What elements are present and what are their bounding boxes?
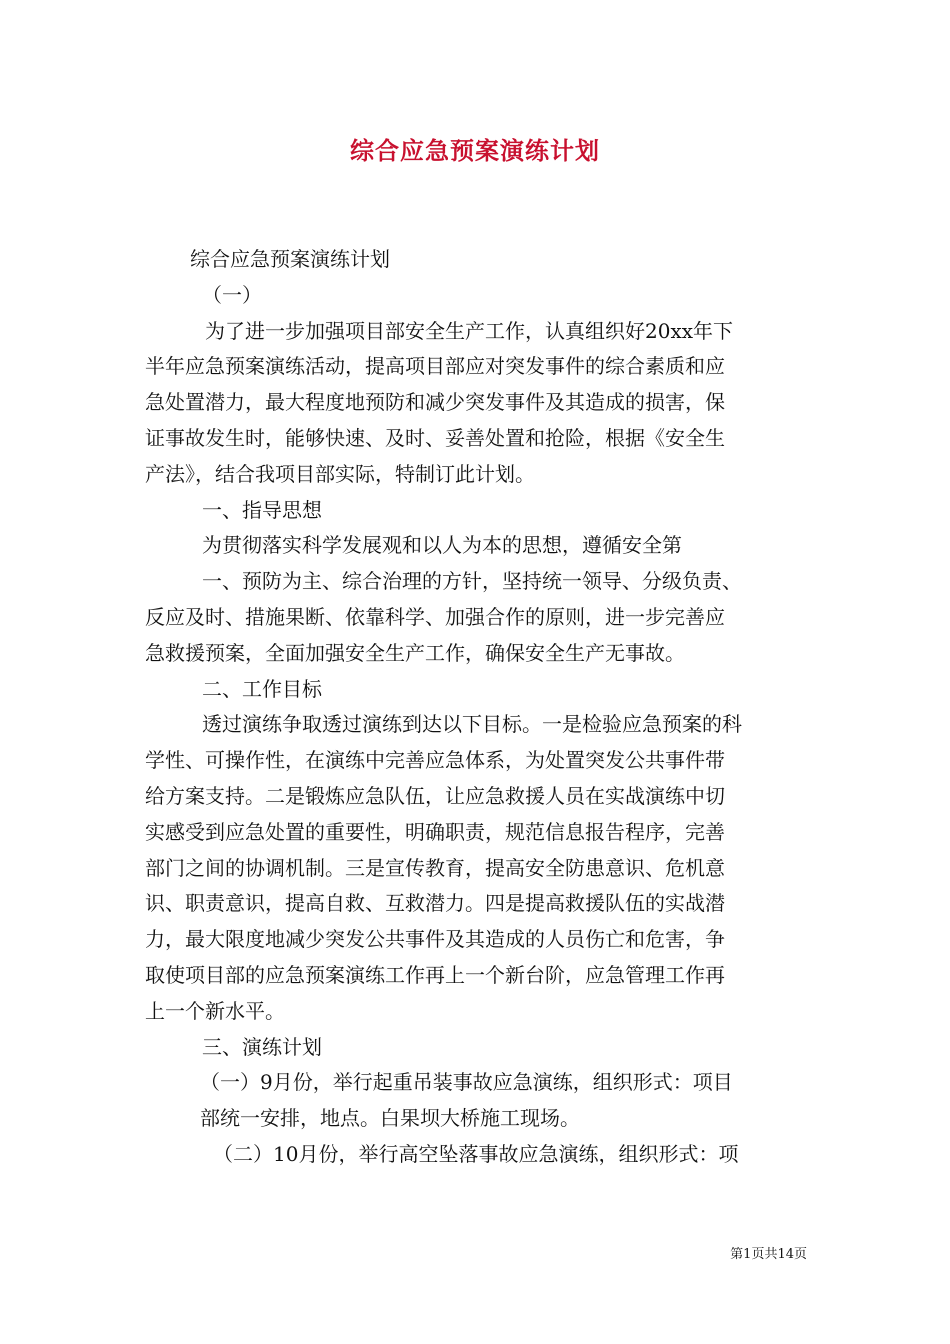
- section-heading-guiding-ideology: 一、指导思想: [202, 497, 322, 522]
- body-line: 产法》，结合我项目部实际，特制订此计划。: [145, 461, 535, 486]
- body-line: 为了进一步加强项目部安全生产工作，认真组织好20xx年下: [205, 318, 734, 343]
- body-line: 证事故发生时，能够快速、及时、妥善处置和抢险，根据《安全生: [145, 425, 725, 450]
- document-body: [145, 242, 809, 1173]
- section-heading-drill-plan: 三、演练计划: [202, 1034, 322, 1059]
- body-line: 为贯彻落实科学发展观和以人为本的思想，遵循安全第: [202, 533, 682, 558]
- body-line: 反应及时、措施果断、依靠科学、加强合作的原则，进一步完善应: [145, 604, 725, 629]
- body-line: 半年应急预案演练活动，提高项目部应对突发事件的综合素质和应: [145, 354, 725, 379]
- body-line: 识、职责意识，提高自救、互救潜力。四是提高救援队伍的实战潜: [145, 891, 725, 916]
- body-line: 给方案支持。二是锻炼应急队伍，让应急救援人员在实战演练中切: [145, 783, 725, 808]
- body-line: 力，最大限度地减少突发公共事件及其造成的人员伤亡和危害，争: [145, 927, 725, 952]
- section-heading-work-goals: 二、工作目标: [202, 676, 322, 701]
- body-line: 一、预防为主、综合治理的方针，坚持统一领导、分级负责、: [202, 569, 742, 594]
- body-line-subtitle: 综合应急预案演练计划: [190, 247, 390, 271]
- body-line: 部门之间的协调机制。三是宣传教育，提高安全防患意识、危机意: [145, 855, 725, 880]
- page-number: 第1页共14页: [730, 1247, 807, 1262]
- body-line-section-number: （一）: [202, 282, 262, 307]
- body-line: （二）10月份，举行高空坠落事故应急演练，组织形式：项: [213, 1141, 739, 1166]
- body-line: 急救援预案，全面加强安全生产工作，确保安全生产无事故。: [145, 640, 685, 665]
- body-line: 透过演练争取透过演练到达以下目标。一是检验应急预案的科: [202, 712, 742, 737]
- body-line: 急处置潜力，最大程度地预防和减少突发事件及其造成的损害，保: [145, 390, 725, 415]
- body-line: 上一个新水平。: [145, 998, 285, 1023]
- body-line: 取使项目部的应急预案演练工作再上一个新台阶，应急管理工作再: [145, 962, 725, 987]
- body-line: 实感受到应急处置的重要性，明确职责，规范信息报告程序，完善: [145, 819, 725, 844]
- body-line: 学性、可操作性，在演练中完善应急体系，为处置突发公共事件带: [145, 748, 725, 773]
- body-line: （一）9月份，举行起重吊装事故应急演练，组织形式：项目: [200, 1070, 733, 1095]
- page-title: 综合应急预案演练计划: [350, 136, 600, 165]
- body-line: 部统一安排，地点。白果坝大桥施工现场。: [200, 1106, 580, 1131]
